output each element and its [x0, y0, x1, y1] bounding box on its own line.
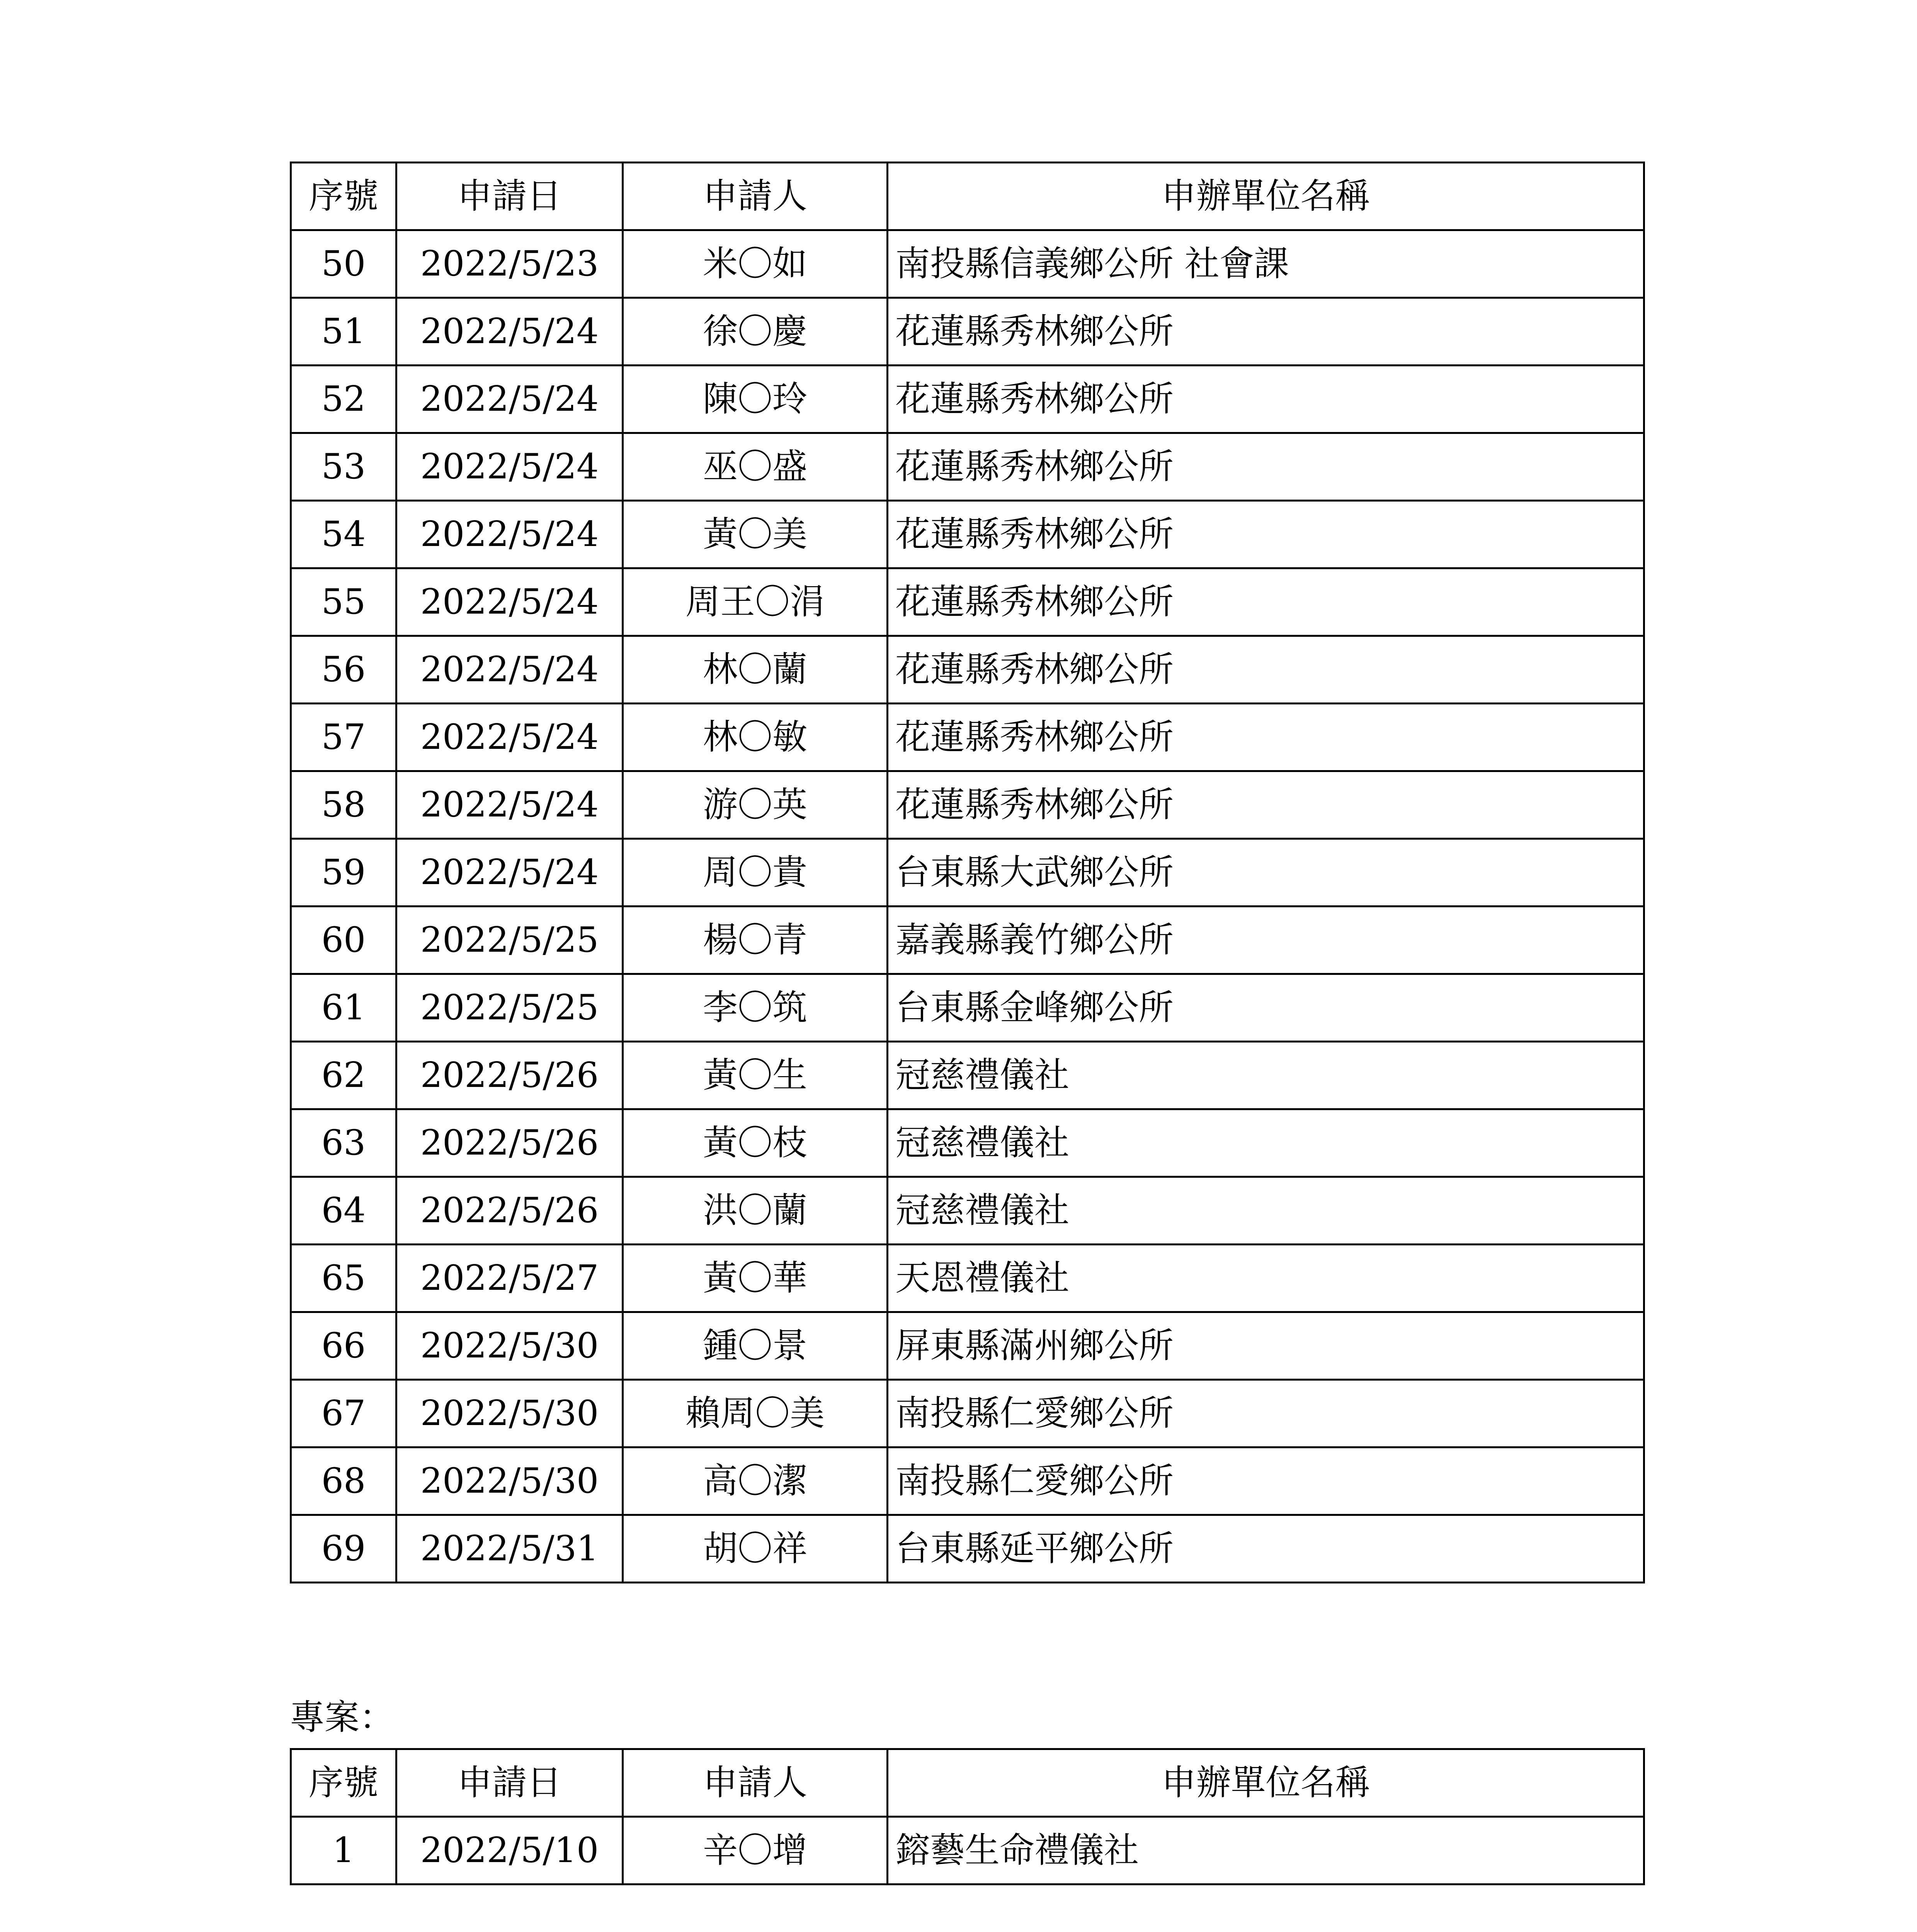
cell-applicant: 林〇敏	[623, 704, 888, 771]
cell-application-date: 2022/5/25	[396, 906, 623, 974]
cell-agency-name: 台東縣金峰鄉公所	[888, 974, 1644, 1042]
project-table-body	[291, 1817, 1644, 1884]
cell-application-date: 2022/5/24	[396, 501, 623, 568]
cell-serial-no: 59	[291, 839, 396, 906]
cell-application-date: 2022/5/30	[396, 1380, 623, 1447]
cell-serial-no: 69	[291, 1515, 396, 1583]
table-header-row	[291, 163, 1644, 230]
table-row	[291, 771, 1644, 839]
table-row	[291, 1042, 1644, 1109]
cell-agency-name: 冠慈禮儀社	[888, 1042, 1644, 1109]
cell-serial-no: 62	[291, 1042, 396, 1109]
cell-application-date: 2022/5/26	[396, 1177, 623, 1245]
cell-application-date: 2022/5/26	[396, 1109, 623, 1177]
cell-applicant: 林〇蘭	[623, 636, 888, 704]
cell-agency-name: 冠慈禮儀社	[888, 1177, 1644, 1245]
cell-agency-name: 嘉義縣義竹鄉公所	[888, 906, 1644, 974]
cell-serial-no: 50	[291, 230, 396, 298]
cell-serial-no: 58	[291, 771, 396, 839]
cell-serial-no: 60	[291, 906, 396, 974]
cell-application-date: 2022/5/23	[396, 230, 623, 298]
applications-table	[290, 162, 1645, 1583]
project-caption: 專案：	[290, 1697, 394, 1738]
table-row	[291, 1447, 1644, 1515]
table-row	[291, 906, 1644, 974]
cell-application-date: 2022/5/24	[396, 366, 623, 433]
cell-serial-no: 55	[291, 568, 396, 636]
table-row	[291, 1245, 1644, 1312]
cell-agency-name: 花蓮縣秀林鄉公所	[888, 366, 1644, 433]
cell-agency-name: 南投縣仁愛鄉公所	[888, 1447, 1644, 1515]
cell-applicant: 黃〇枝	[623, 1109, 888, 1177]
cell-agency-name: 屏東縣滿州鄉公所	[888, 1312, 1644, 1380]
cell-agency-name: 南投縣信義鄉公所 社會課	[888, 230, 1644, 298]
cell-applicant: 楊〇青	[623, 906, 888, 974]
table-row	[291, 568, 1644, 636]
cell-applicant: 徐〇慶	[623, 298, 888, 366]
cell-applicant: 周王〇涓	[623, 568, 888, 636]
cell-serial-no: 66	[291, 1312, 396, 1380]
cell-application-date: 2022/5/30	[396, 1312, 623, 1380]
cell-application-date: 2022/5/24	[396, 839, 623, 906]
cell-serial-no: 67	[291, 1380, 396, 1447]
cell-applicant: 胡〇祥	[623, 1515, 888, 1583]
cell-agency-name: 台東縣大武鄉公所	[888, 839, 1644, 906]
project-table	[290, 1748, 1645, 1885]
cell-agency-name: 花蓮縣秀林鄉公所	[888, 771, 1644, 839]
table-row	[291, 636, 1644, 704]
cell-serial-no: 61	[291, 974, 396, 1042]
cell-applicant: 鍾〇景	[623, 1312, 888, 1380]
cell-agency-name: 鎔藝生命禮儀社	[888, 1817, 1644, 1884]
cell-applicant: 洪〇蘭	[623, 1177, 888, 1245]
cell-serial-no: 53	[291, 433, 396, 501]
cell-application-date: 2022/5/24	[396, 298, 623, 366]
cell-applicant: 李〇筑	[623, 974, 888, 1042]
table-row	[291, 1817, 1644, 1884]
cell-agency-name: 花蓮縣秀林鄉公所	[888, 298, 1644, 366]
table-row	[291, 501, 1644, 568]
header-agency-name: 申辦單位名稱	[888, 163, 1644, 230]
cell-application-date: 2022/5/24	[396, 704, 623, 771]
table-row	[291, 1515, 1644, 1583]
cell-serial-no: 57	[291, 704, 396, 771]
cell-applicant: 巫〇盛	[623, 433, 888, 501]
cell-serial-no: 65	[291, 1245, 396, 1312]
table-row	[291, 1109, 1644, 1177]
cell-agency-name: 花蓮縣秀林鄉公所	[888, 704, 1644, 771]
cell-serial-no: 64	[291, 1177, 396, 1245]
cell-applicant: 周〇貴	[623, 839, 888, 906]
table-row	[291, 230, 1644, 298]
cell-application-date: 2022/5/10	[396, 1817, 623, 1884]
table-row	[291, 1380, 1644, 1447]
cell-application-date: 2022/5/24	[396, 568, 623, 636]
header-application-date: 申請日	[396, 163, 623, 230]
header-agency-name: 申辦單位名稱	[888, 1749, 1644, 1817]
table-row	[291, 433, 1644, 501]
cell-application-date: 2022/5/30	[396, 1447, 623, 1515]
cell-agency-name: 台東縣延平鄉公所	[888, 1515, 1644, 1583]
table-row	[291, 704, 1644, 771]
cell-applicant: 黃〇美	[623, 501, 888, 568]
header-application-date: 申請日	[396, 1749, 623, 1817]
cell-serial-no: 54	[291, 501, 396, 568]
cell-serial-no: 63	[291, 1109, 396, 1177]
cell-applicant: 陳〇玲	[623, 366, 888, 433]
cell-agency-name: 花蓮縣秀林鄉公所	[888, 636, 1644, 704]
header-serial-no: 序號	[291, 1749, 396, 1817]
cell-applicant: 辛〇增	[623, 1817, 888, 1884]
cell-agency-name: 花蓮縣秀林鄉公所	[888, 568, 1644, 636]
cell-agency-name: 花蓮縣秀林鄉公所	[888, 433, 1644, 501]
cell-serial-no: 68	[291, 1447, 396, 1515]
cell-agency-name: 花蓮縣秀林鄉公所	[888, 501, 1644, 568]
table-row	[291, 974, 1644, 1042]
header-applicant: 申請人	[623, 163, 888, 230]
cell-application-date: 2022/5/27	[396, 1245, 623, 1312]
header-applicant: 申請人	[623, 1749, 888, 1817]
cell-application-date: 2022/5/31	[396, 1515, 623, 1583]
cell-agency-name: 天恩禮儀社	[888, 1245, 1644, 1312]
cell-application-date: 2022/5/26	[396, 1042, 623, 1109]
cell-applicant: 米〇如	[623, 230, 888, 298]
cell-application-date: 2022/5/24	[396, 636, 623, 704]
header-serial-no: 序號	[291, 163, 396, 230]
cell-serial-no: 52	[291, 366, 396, 433]
table-row	[291, 366, 1644, 433]
cell-application-date: 2022/5/24	[396, 771, 623, 839]
table-row	[291, 839, 1644, 906]
cell-application-date: 2022/5/24	[396, 433, 623, 501]
cell-applicant: 游〇英	[623, 771, 888, 839]
cell-serial-no: 1	[291, 1817, 396, 1884]
table-header-row	[291, 1749, 1644, 1817]
cell-serial-no: 51	[291, 298, 396, 366]
cell-agency-name: 南投縣仁愛鄉公所	[888, 1380, 1644, 1447]
cell-applicant: 黃〇華	[623, 1245, 888, 1312]
table-row	[291, 1312, 1644, 1380]
cell-application-date: 2022/5/25	[396, 974, 623, 1042]
cell-applicant: 黃〇生	[623, 1042, 888, 1109]
applications-table-body	[291, 230, 1644, 1583]
table-row	[291, 298, 1644, 366]
cell-applicant: 賴周〇美	[623, 1380, 888, 1447]
cell-serial-no: 56	[291, 636, 396, 704]
table-row	[291, 1177, 1644, 1245]
cell-agency-name: 冠慈禮儀社	[888, 1109, 1644, 1177]
cell-applicant: 高〇潔	[623, 1447, 888, 1515]
